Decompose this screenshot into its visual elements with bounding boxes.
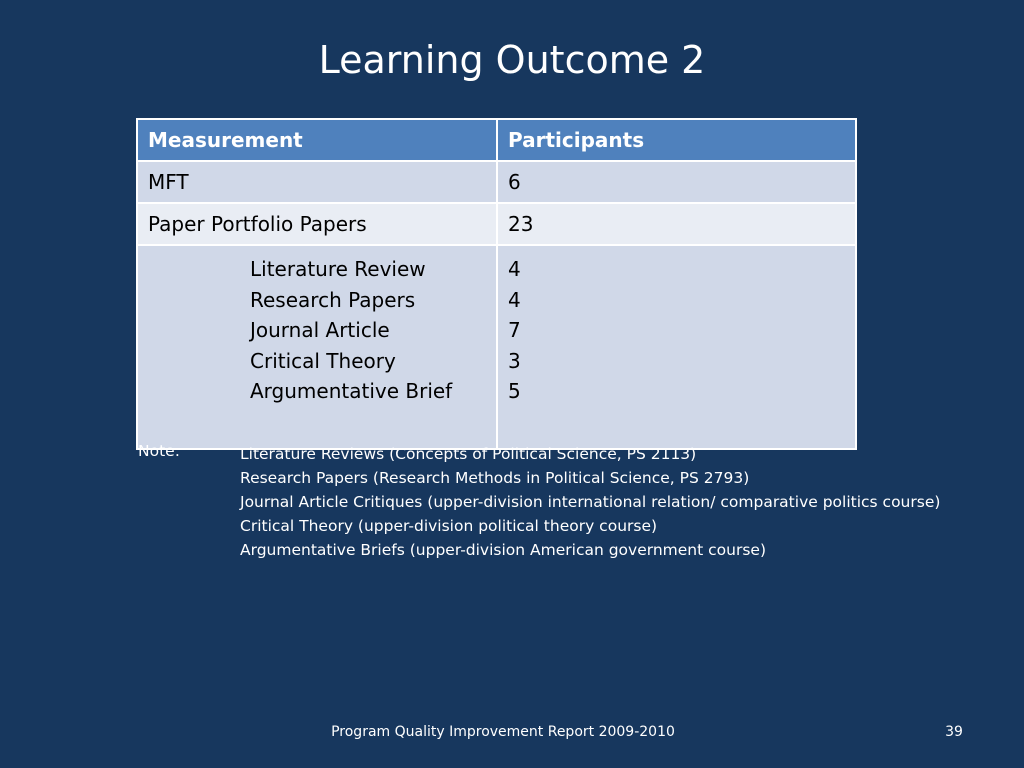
breakdown-labels-cell (137, 245, 497, 449)
breakdown-value: 5 (508, 379, 521, 404)
breakdown-label: Argumentative Brief (250, 379, 453, 404)
slide-title: Learning Outcome 2 (318, 38, 706, 82)
slide-footer: Program Quality Improvement Report 2009-2010 (331, 724, 675, 740)
note-line: Literature Reviews (Concepts of Political Science, PS 2113) (240, 445, 697, 463)
header-participants: Participants (497, 119, 856, 161)
note-lines (240, 442, 1000, 562)
cell-measurement: MFT (137, 161, 497, 203)
breakdown-label: Research Papers (250, 287, 416, 312)
breakdown-value: 4 (508, 287, 521, 312)
note-line: Research Papers (Research Methods in Political Science, PS 2793) (240, 469, 750, 487)
measurement-table (136, 118, 857, 450)
breakdown-values-cell (497, 245, 856, 449)
table-row-breakdown (137, 245, 856, 449)
cell-participants: 6 (497, 161, 856, 203)
breakdown-value: 4 (508, 257, 521, 281)
header-measurement: Measurement (137, 119, 497, 161)
table-row (137, 203, 856, 245)
cell-participants: 23 (497, 203, 856, 245)
table-row (137, 161, 856, 203)
cell-measurement: Paper Portfolio Papers (137, 203, 497, 245)
breakdown-label: Literature Review (250, 257, 426, 281)
breakdown-label: Journal Article (250, 318, 390, 343)
note-line: Journal Article Critiques (upper-division international relation/ comparative politics course) (240, 493, 941, 511)
breakdown-label: Critical Theory (250, 348, 396, 373)
breakdown-value: 7 (508, 318, 521, 343)
note-line: Argumentative Briefs (upper-division American government course) (240, 541, 766, 559)
note-label: Note: (138, 442, 180, 460)
page-number: 39 (945, 724, 963, 740)
breakdown-value: 3 (508, 348, 521, 373)
note-line: Critical Theory (upper-division political theory course) (240, 517, 658, 535)
table-header-row (137, 119, 856, 161)
